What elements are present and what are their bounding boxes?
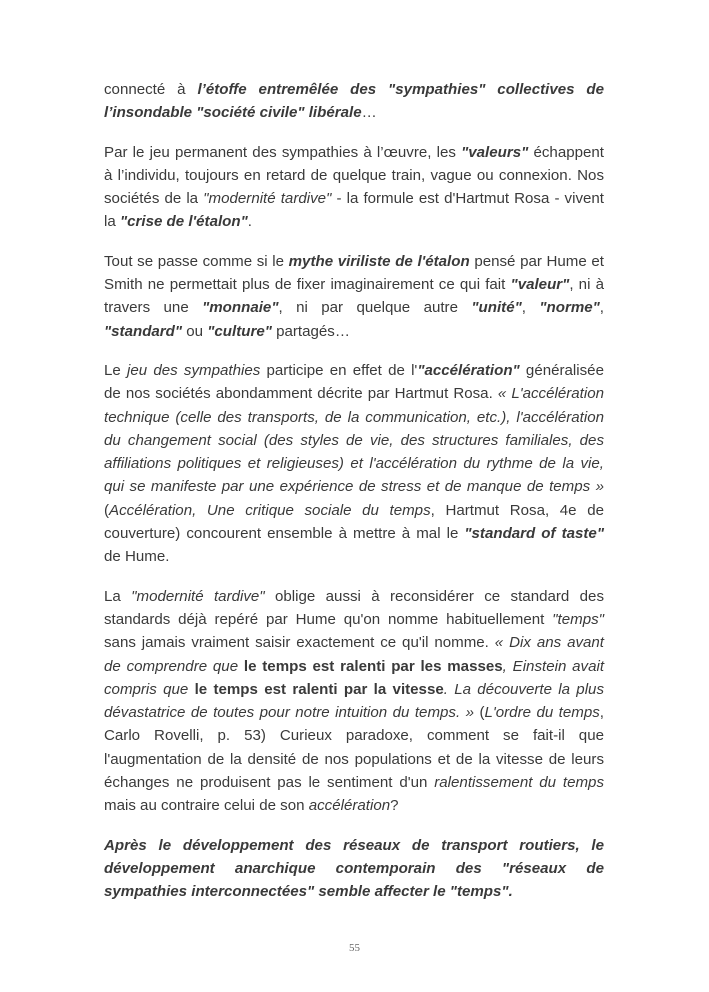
text-run: La xyxy=(104,587,132,605)
paragraph xyxy=(104,585,604,818)
text-run: ralentissement du temps xyxy=(434,774,604,792)
text-run: . La découverte la plus dévastatrice de toutes pour notre intuition du temps. » xyxy=(104,680,604,722)
text-run: , Einstein avait compris que xyxy=(104,657,605,698)
text-run: Par le jeu permanent des sympathies à l’œuvre, les xyxy=(104,143,462,161)
text-run: Accélération, Une critique sociale du temps xyxy=(109,501,431,519)
text-run: Après le développement des réseaux de transport routiers, le développement anarchique contemporain des "réseaux de sympathies interconnectées" semble affecter le "temps". xyxy=(104,836,604,901)
page-number: 55 xyxy=(349,942,360,954)
text-run: de Hume. xyxy=(104,548,170,566)
text-run: Tout se passe comme si le xyxy=(104,252,289,270)
text-run: l’étoffe entremêlée des "sympathies" collectives de l’insondable "société civile" libérale xyxy=(104,81,605,122)
text-run: mais au contraire celui de son xyxy=(104,797,309,815)
text-run: . xyxy=(247,213,252,231)
text-run: « Dix ans avant de comprendre que xyxy=(104,634,604,675)
text-run: "norme" xyxy=(539,299,600,317)
paragraph xyxy=(104,141,604,234)
text-run: « L'accélération technique (celle des transports, de la communication, etc.), l'accélération du changement social (des styles de vie, des structures familiales, des affiliations politiques et religieuses) et l'accélération du rythme de la vie, qui se manifeste par une expérience de stress et de manque de temps » xyxy=(104,385,604,496)
text-run: connecté à xyxy=(104,81,198,98)
text-run: accélération xyxy=(308,797,391,815)
page-body xyxy=(104,78,604,920)
text-run: participe en effet de l' xyxy=(260,361,418,379)
text-run: "standard of taste" xyxy=(464,525,604,543)
text-run: Le xyxy=(104,361,128,379)
text-run: , xyxy=(521,299,540,317)
paragraph xyxy=(104,250,604,343)
text-run: généralisée de nos sociétés abondamment décrite par Hartmut Rosa. xyxy=(104,361,604,403)
text-run: ? xyxy=(390,797,399,815)
text-run: "modernité tardive" xyxy=(203,190,332,208)
text-run: , Carlo Rovelli, p. 53) Curieux paradoxe, comment se fait-il que l'augmentation de la densité de nos populations et de la vitesse de leurs échanges ne produisent pas le sentiment d'un xyxy=(104,704,604,792)
text-run: le temps est ralenti par la vitesse xyxy=(194,680,444,698)
text-run: … xyxy=(361,104,377,122)
text-run: "culture" xyxy=(207,322,272,340)
text-run: "monnaie" xyxy=(202,299,279,317)
text-run: , ni par quelque autre xyxy=(278,299,472,317)
text-run: "crise de l'étalon" xyxy=(119,213,248,231)
text-run: , Hartmut Rosa, 4e de couverture) concourent ensemble à mettre à mal le xyxy=(104,501,604,543)
text-run: "valeur" xyxy=(510,276,570,294)
text-run: ( xyxy=(104,501,110,519)
text-run: oblige aussi à reconsidérer ce standard des standards déjà repéré par Hume qu'on nomme habituellement xyxy=(104,587,604,628)
text-run: , xyxy=(599,299,604,317)
text-run: L'ordre du temps xyxy=(484,704,600,722)
text-run: partagés… xyxy=(271,322,350,340)
text-run: "modernité tardive" xyxy=(131,587,265,605)
text-run: échappent à l’individu, toujours en retard de quelque train, vague ou connexion. Nos sociétés de la xyxy=(104,143,604,208)
text-run: , ni à travers une xyxy=(104,276,604,317)
paragraph xyxy=(104,359,604,569)
text-run: ou xyxy=(182,322,208,340)
text-run: "valeurs" xyxy=(461,143,529,161)
text-run: le temps est ralenti par les masses xyxy=(243,657,503,675)
text-run: "temps" xyxy=(552,610,604,628)
text-run: "unité" xyxy=(471,299,522,317)
paragraph xyxy=(104,834,604,904)
paragraph xyxy=(104,78,604,125)
text-run: jeu des sympathies xyxy=(127,361,261,379)
text-run: "standard" xyxy=(104,322,183,340)
text-run: pensé par Hume et Smith ne permettait plus de fixer imaginairement ce qui fait xyxy=(104,252,604,294)
text-run: mythe viriliste de l'étalon xyxy=(288,252,470,270)
text-run: sans jamais vraiment saisir exactement ce qu'il nomme. xyxy=(104,634,495,652)
text-run: "accélération" xyxy=(417,361,520,379)
text-run: ( xyxy=(474,704,485,722)
text-run: - la formule est d'Hartmut Rosa - vivent la xyxy=(104,190,604,231)
